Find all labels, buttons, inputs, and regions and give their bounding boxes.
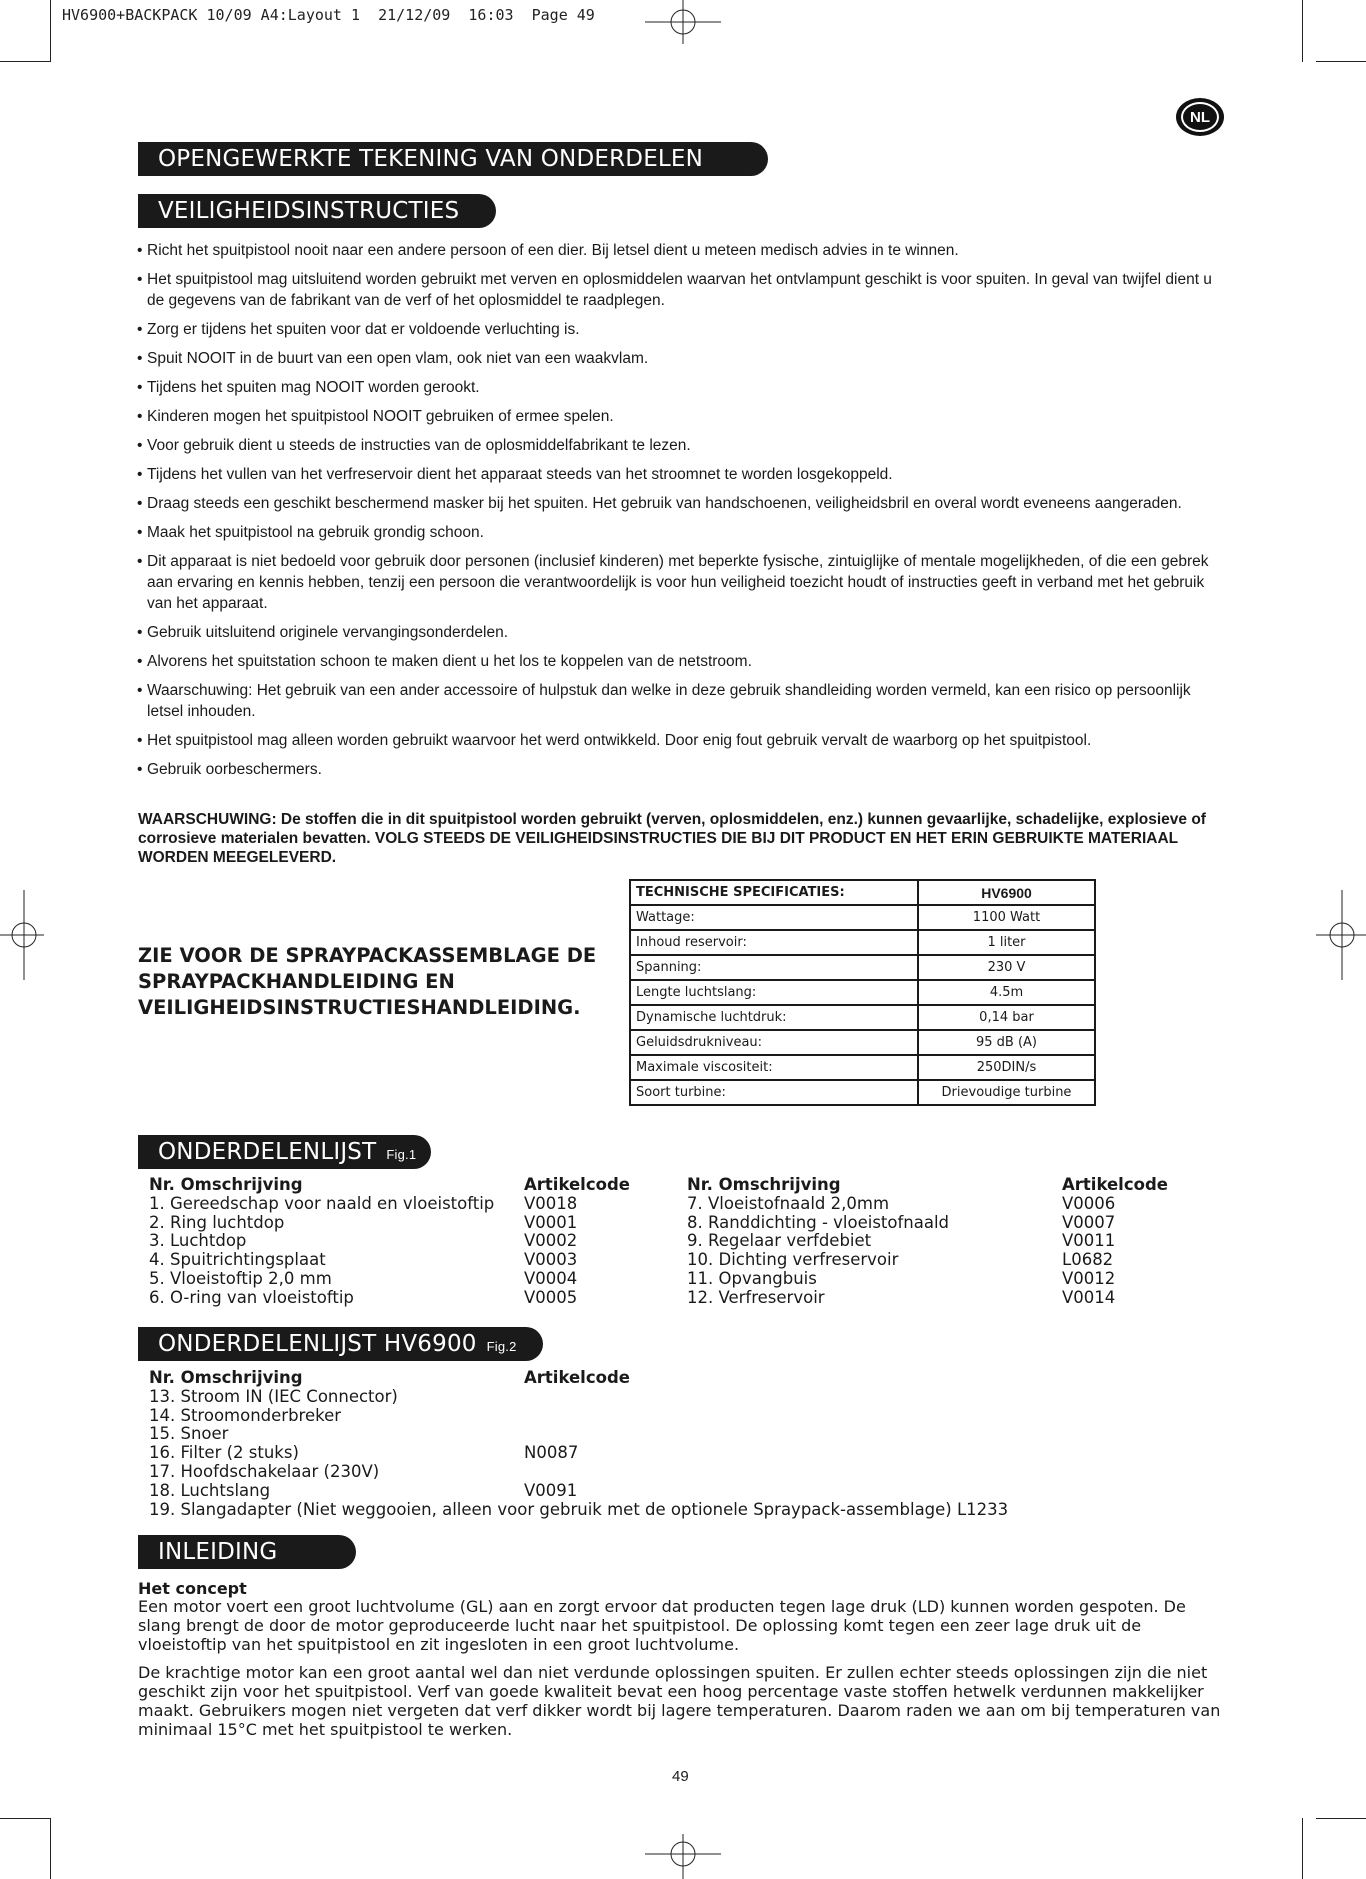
section-header-safety (138, 194, 496, 228)
part-desc: 18. Luchtslang (149, 1480, 271, 1500)
part-desc: 16. Filter (2 stuks) (149, 1443, 299, 1463)
figure-reference: Fig.2 (486, 1338, 517, 1354)
part-code: V0001 (524, 1212, 578, 1232)
parts-row (687, 1270, 1227, 1289)
spec-label: Spanning: (630, 955, 918, 980)
parts-header-desc: Nr. Omschrijving (687, 1175, 841, 1194)
part-desc: 11. Opvangbuis (687, 1268, 817, 1288)
spec-value: 230 V (918, 955, 1095, 980)
part-code: V0012 (1062, 1268, 1116, 1288)
spec-value: 0,14 bar (918, 1005, 1095, 1030)
part-desc: 13. Stroom IN (IEC Connector) (149, 1386, 398, 1406)
part-desc: 1. Gereedschap voor naald en vloeistoftip (149, 1193, 495, 1213)
parts-header-code: Artikelcode (1062, 1175, 1168, 1194)
parts-row (687, 1214, 1227, 1233)
section-header-exploded-view (138, 142, 768, 176)
part-code: N0087 (524, 1443, 579, 1463)
registration-mark-left (0, 890, 44, 980)
section-header-parts-list-hv6900 (138, 1327, 543, 1361)
part-desc: 12. Verfreservoir (687, 1287, 825, 1307)
safety-item: • Het spuitpistool mag alleen worden gebruikt waarvoor het werd ontwikkeld. Door enig fout gebruik vervalt de waarborg op het spuitpistool. (137, 730, 1217, 751)
spec-label: Lengte luchtslang: (630, 980, 918, 1005)
parts-list-left (149, 1176, 669, 1308)
part-desc: 14. Stroomonderbreker (149, 1405, 342, 1425)
parts-row (149, 1232, 669, 1251)
part-code: V0006 (1062, 1193, 1116, 1213)
registration-mark-top (645, 0, 721, 44)
part-desc: 6. O-ring van vloeistoftip (149, 1287, 354, 1307)
parts-row (149, 1270, 669, 1289)
page-number: 49 (672, 1768, 689, 1785)
section-title: OPENGEWERKTE TEKENING VAN ONDERDELEN (158, 146, 704, 172)
part-desc: 3. Luchtdop (149, 1231, 247, 1251)
spec-header-label: TECHNISCHE SPECIFICATIES: (630, 880, 918, 905)
safety-item: • Alvorens het spuitstation schoon te maken dient u het los te koppelen van de netstroom. (137, 651, 1217, 672)
part-desc: 19. Slangadapter (Niet weggooien, alleen voor gebruik met de optionele Spraypack-assemblage) L1233 (149, 1499, 1009, 1519)
spec-row (630, 980, 1095, 1005)
spec-label: Geluidsdrukniveau: (630, 1030, 918, 1055)
safety-item: • Tijdens het spuiten mag NOOIT worden gerookt. (137, 377, 1217, 398)
print-slug: HV6900+BACKPACK 10/09 A4:Layout 1 21/12/09 16:03 Page 49 (62, 6, 595, 24)
parts-row (149, 1195, 669, 1214)
part-desc: 4. Spuitrichtingsplaat (149, 1250, 326, 1270)
parts-list-right (687, 1176, 1227, 1308)
spec-row (630, 905, 1095, 930)
section-header-parts-list (138, 1135, 431, 1169)
parts-row (149, 1214, 669, 1233)
warning-text: WAARSCHUWING: De stoffen die in dit spuitpistool worden gebruikt (verven, oplosmiddelen, enz.) kunnen gevaarlijke, schadelijke, explosieve of corrosieve materialen bevatten. VOLG STEEDS DE VEILIGHEIDSINSTRUCTIES DIE BIJ DIT PRODUCT EN HET ERIN GEBRUIKTE MATERIAAL WORDEN MEEGELEVERD. (138, 811, 1206, 866)
parts-row (687, 1289, 1227, 1308)
spec-label: Dynamische luchtdruk: (630, 1005, 918, 1030)
figure-reference: Fig.1 (386, 1146, 417, 1162)
parts-header-desc: Nr. Omschrijving (149, 1175, 303, 1194)
part-desc: 8. Randdichting - vloeistofnaald (687, 1212, 950, 1232)
part-desc: 7. Vloeistofnaald 2,0mm (687, 1193, 890, 1213)
spec-value: 250DIN/s (918, 1055, 1095, 1080)
safety-item: • Richt het spuitpistool nooit naar een andere persoon of een dier. Bij letsel dient u meteen medisch advies in te winnen. (137, 240, 1217, 261)
part-code: V0091 (524, 1480, 578, 1500)
safety-item: • Gebruik uitsluitend originele vervangingsonderdelen. (137, 622, 1217, 643)
spec-value: Drievoudige turbine (918, 1080, 1095, 1105)
spec-value: 1100 Watt (918, 905, 1095, 930)
spec-row (630, 930, 1095, 955)
spec-row (630, 1005, 1095, 1030)
crop-mark (0, 61, 50, 62)
part-code: V0018 (524, 1193, 578, 1213)
spec-row (630, 955, 1095, 980)
part-code: V0005 (524, 1287, 578, 1307)
spec-header-row (630, 880, 1095, 905)
language-badge (1176, 98, 1224, 136)
spraypack-note: ZIE VOOR DE SPRAYPACKASSEMBLAGE DE SPRAYPACKHANDLEIDING EN VEILIGHEIDSINSTRUCTIESHANDLEIDING. (138, 944, 597, 1019)
safety-item: • Draag steeds een geschikt beschermend masker bij het spuiten. Het gebruik van handschoenen, veiligheidsbril en overal wordt eveneens aangeraden. (137, 493, 1217, 514)
crop-mark (50, 1818, 51, 1879)
parts-header-desc: Nr. Omschrijving (149, 1368, 303, 1387)
part-code: V0007 (1062, 1212, 1116, 1232)
crop-mark (1302, 1818, 1303, 1879)
parts-row (149, 1251, 669, 1270)
crop-mark (1302, 0, 1303, 62)
part-code: V0003 (524, 1250, 578, 1270)
spec-label: Maximale viscositeit: (630, 1055, 918, 1080)
safety-item: • Waarschuwing: Het gebruik van een ander accessoire of hulpstuk dan welke in deze gebruik shandleiding worden vermeld, kan een risico op persoonlijk letsel inhouden. (137, 680, 1217, 722)
part-desc: 10. Dichting verfreservoir (687, 1250, 899, 1270)
parts-header-code: Artikelcode (524, 1175, 630, 1194)
crop-mark (50, 0, 51, 62)
parts-row (687, 1232, 1227, 1251)
parts-header-code: Artikelcode (524, 1368, 630, 1387)
parts-header-row (687, 1176, 1227, 1195)
intro-paragraph: Een motor voert een groot luchtvolume (GL) aan en zorgt ervoor dat producten tegen lage druk (LD) kunnen worden gespoten. De slang brengt de door de motor geproduceerde lucht naar het spuitpistool. De oplossing komt tegen een zeer lage druk uit de vloeistoftip van het spuitpistool en zit ingesloten in een groot luchtvolume. (138, 1597, 1186, 1654)
registration-mark-bottom (645, 1834, 721, 1879)
part-desc: 2. Ring luchtdop (149, 1212, 285, 1232)
intro-subtitle: Het concept (138, 1579, 247, 1598)
parts-row (149, 1407, 1229, 1426)
parts-row (149, 1463, 1229, 1482)
parts-row (149, 1501, 1229, 1520)
safety-item: • Dit apparaat is niet bedoeld voor gebruik door personen (inclusief kinderen) met beperkte fysische, zintuiglijke of mentale mogelijkheden, of die een gebrek aan ervaring en kennis hebben, tenzij een persoon die verantwoordelijk is voor hun veiligheid toezicht houdt of instructies geeft in verband met het gebruik van het apparaat. (137, 551, 1217, 614)
part-desc: 9. Regelaar verfdebiet (687, 1231, 872, 1251)
parts-header-row (149, 1369, 1229, 1388)
part-code: V0002 (524, 1231, 578, 1251)
parts-row (687, 1195, 1227, 1214)
spec-value: 95 dB (A) (918, 1030, 1095, 1055)
language-badge-label: NL (1181, 102, 1219, 132)
section-header-intro (138, 1535, 356, 1569)
part-code: V0011 (1062, 1231, 1116, 1251)
spec-row (630, 1055, 1095, 1080)
crop-mark (1316, 61, 1366, 62)
safety-instructions-list (137, 240, 1217, 788)
spec-value: 1 liter (918, 930, 1095, 955)
parts-row (149, 1482, 1229, 1501)
safety-item: • Tijdens het vullen van het verfreservoir dient het apparaat steeds van het stroomnet te worden losgekoppeld. (137, 464, 1217, 485)
part-code: V0004 (524, 1268, 578, 1288)
section-title: ONDERDELENLIJST HV6900 (158, 1331, 477, 1357)
technical-specifications-table (629, 879, 1096, 1106)
safety-item: • Spuit NOOIT in de buurt van een open vlam, ook niet van een waakvlam. (137, 348, 1217, 369)
safety-item: • Maak het spuitpistool na gebruik grondig schoon. (137, 522, 1217, 543)
safety-item: • Het spuitpistool mag uitsluitend worden gebruikt met verven en oplosmiddelen waarvan het ontvlampunt geschikt is voor spuiten. In geval van twijfel dient u de gegevens van de fabrikant van de verf of het oplosmiddel te raadplegen. (137, 269, 1217, 311)
parts-row (687, 1251, 1227, 1270)
part-desc: 17. Hoofdschakelaar (230V) (149, 1461, 380, 1481)
parts-header-row (149, 1176, 669, 1195)
safety-item: • Kinderen mogen het spuitpistool NOOIT gebruiken of ermee spelen. (137, 406, 1217, 427)
crop-mark (1316, 1818, 1366, 1819)
part-code: L0682 (1062, 1250, 1114, 1270)
spec-label: Soort turbine: (630, 1080, 918, 1105)
spec-header-model: HV6900 (918, 880, 1095, 905)
safety-item: • Voor gebruik dient u steeds de instructies van de oplosmiddelfabrikant te lezen. (137, 435, 1217, 456)
section-title: INLEIDING (158, 1539, 278, 1565)
parts-row (149, 1425, 1229, 1444)
parts-row (149, 1289, 669, 1308)
spec-label: Inhoud reservoir: (630, 930, 918, 955)
section-title: ONDERDELENLIJST (158, 1139, 377, 1165)
parts-row (149, 1388, 1229, 1407)
part-desc: 5. Vloeistoftip 2,0 mm (149, 1268, 332, 1288)
parts-list-hv6900 (149, 1369, 1229, 1519)
part-desc: 15. Snoer (149, 1424, 229, 1444)
spec-value: 4.5m (918, 980, 1095, 1005)
spec-row (630, 1080, 1095, 1105)
safety-item: • Zorg er tijdens het spuiten voor dat er voldoende verluchting is. (137, 319, 1217, 340)
spec-label: Wattage: (630, 905, 918, 930)
registration-mark-right (1316, 890, 1366, 980)
crop-mark (0, 1818, 50, 1819)
section-title: VEILIGHEIDSINSTRUCTIES (158, 198, 460, 224)
parts-row (149, 1444, 1229, 1463)
intro-paragraph: De krachtige motor kan een groot aantal wel dan niet verdunde oplossingen spuiten. Er zullen echter steeds oplossingen zijn die niet geschikt zijn voor het spuitpistool. Verf van goede kwaliteit bevat een hoog percentage vaste stoffen hetwelk verdunnen makkelijker maakt. Gebruikers mogen niet vergeten dat verf dikker wordt bij lagere temperaturen. Daarom raden we aan om bij temperaturen van minimaal 15°C met het spuitpistool te werken. (138, 1663, 1221, 1739)
part-code: V0014 (1062, 1287, 1116, 1307)
spec-row (630, 1030, 1095, 1055)
safety-item: • Gebruik oorbeschermers. (137, 759, 1217, 780)
